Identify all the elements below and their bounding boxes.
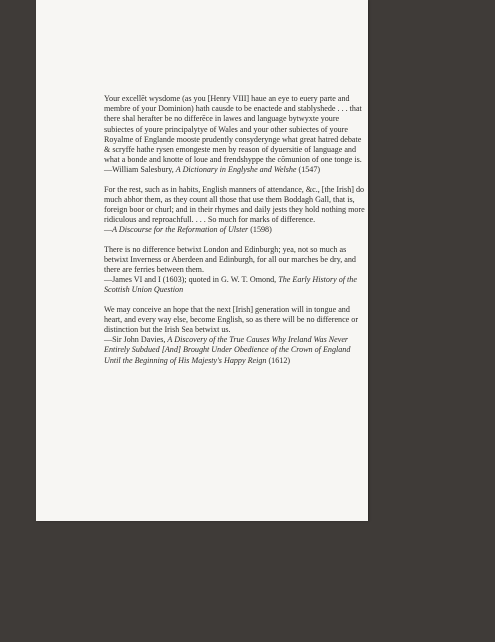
attribution-date: (1598) [248,225,272,235]
epigraph-entry [104,305,366,366]
epigraph-attribution [104,165,366,175]
attribution-title: A Dictionary in Englyshe and Welshe [175,165,297,175]
attribution-date: (1612) [266,355,291,365]
epigraph-quote: For the rest, such as in habits, English manners of attendance, &c., [the Irish] do much abhor them, as they count all those that use them Boddagh Gall, that is, foreign boor or churl; and in their rhymes and daily jests they hold nothing more ridiculous and reproachfull. . . . So much for marks of difference. [104,184,365,225]
attribution-author: —Sir John Davies, [104,335,168,345]
epigraph-entry [104,94,366,176]
attribution-author: — [104,225,113,235]
attribution-title: A Discovery of the True Causes Why Ireland Was Never Entirely Subdued [And] Brought Under Obedience of the Crown of England Until the Beginning of His Majesty's Happy Reign [104,335,351,365]
epigraph-entry [104,185,366,236]
epigraph-attribution [104,225,366,235]
epigraph-quote: There is no difference betwixt London and Edinburgh; yea, not so much as betwixt Inverness or Aberdeen and Edinburgh, for all our marches be dry, and there are ferries between them. [104,244,356,275]
epigraph-attribution [104,275,366,295]
attribution-date: (1547) [296,165,321,175]
epigraph-entry [104,245,366,296]
attribution-title: A Discourse for the Reformation of Ulster [112,225,249,235]
epigraph-attribution [104,335,366,366]
epigraph-block [104,94,366,375]
attribution-author: —James VI and I (1603); quoted in G. W. T. Omond, [104,275,279,285]
attribution-title: The Early History of the Scottish Union Question [104,275,357,295]
attribution-author: —William Salesbury, [104,165,176,175]
book-page [36,0,368,521]
epigraph-quote: We may conceive an hope that the next [Irish] generation will in tongue and heart, and every way else, become English, so as there will be no difference or distinction but the Irish Sea betwixt us. [104,304,359,335]
epigraph-quote: Your excellēt wysdome (as you [Henry VIII] haue an eye to euery parte and membre of your Dominion) hath causde to be enactede and stablyshede . . . that there shal herafter be no differēce in lawes and language bytwyxte youre subiectes of youre principalytye of Wales and your other subiectes of youre Royalme of Englande mooste prudently consyderynge what great hatred debate & scryffe hathe rysen emongeste men by reason of dyuersitie of language and what a bonde and knotte of loue and frendshyppe the cōmunion of one tonge is. [104,94,362,165]
